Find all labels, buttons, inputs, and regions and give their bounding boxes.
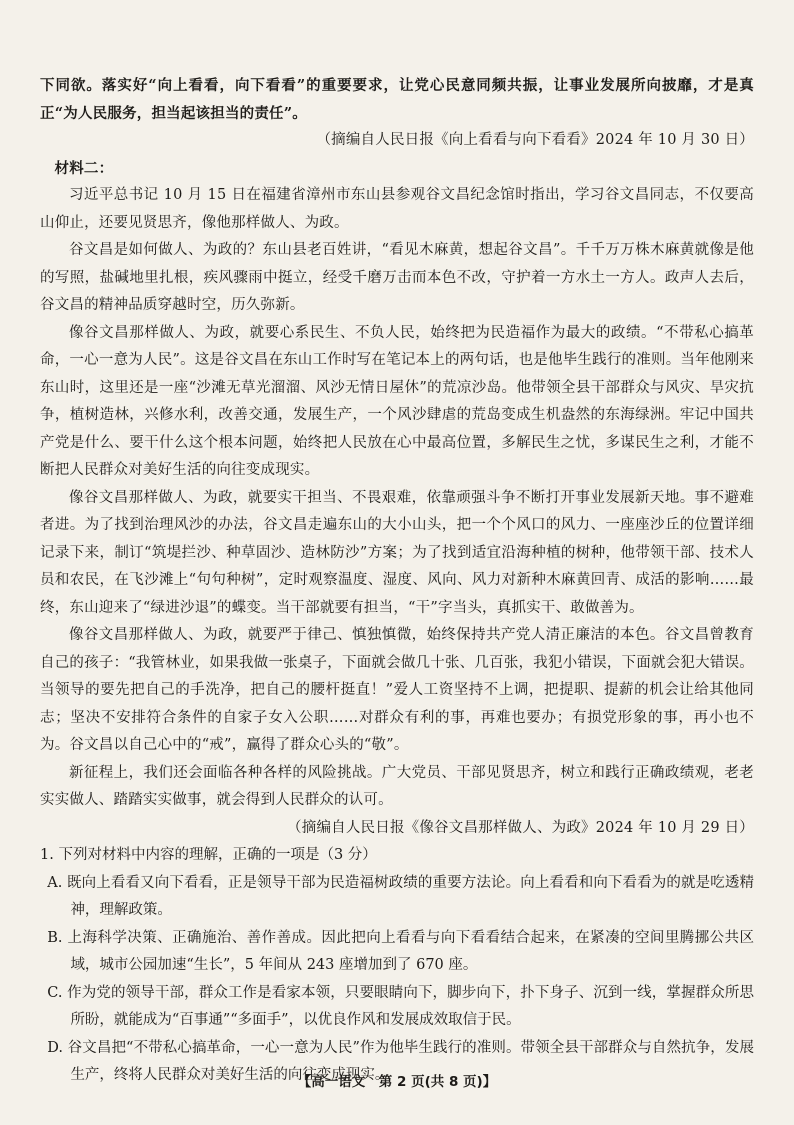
question-1-option-b: B. 上海科学决策、正确施治、善作善成。因此把向上看看与向下看看结合起来，在紧凑的空间里腾挪公共区域，城市公园加速“生长”，5 年间从 243 座增加到了 670 座。: [47, 929, 754, 973]
material2-paragraph: 像谷文昌那样做人、为政，就要心系民生、不负人民，始终把为民造福作为最大的政绩。“不带私心搞革命，一心一意为人民”。这是谷文昌在东山工作时写在笔记本上的两句话，也是他毕生践行的准则。当年他刚来东山时，这里还是一座“沙滩无草光溜溜、风沙无情日屋休”的荒凉沙岛。他带领全县干部群众与风灾、旱灾抗争，植树造林，兴修水利，改善交通，发展生产，一个风沙肆虐的荒岛变成生机盎然的东海绿洲。牢记中国共产党是什么、要干什么这个根本问题，始终把人民放在心中最高位置，多解民生之忧，多谋民生之利，才能不断把人民群众对美好生活的向往变成现实。: [40, 324, 754, 478]
question-1-option-a: A. 既向上看看又向下看看，正是领导干部为民造福树政绩的重要方法论。向上看看和向下看看为的就是吃透精神，理解政策。: [47, 874, 754, 918]
material2-paragraph: 谷文昌是如何做人、为政的？东山县老百姓讲，“看见木麻黄，想起谷文昌”。千千万万株木麻黄就像是他的写照，盐碱地里扎根，疾风骤雨中挺立，经受千磨万击而本色不改，守护着一方水土一方人。政声人去后，谷文昌的精神品质穿越时空，历久弥新。: [40, 242, 754, 313]
question-1-option-c: C. 作为党的领导干部，群众工作是看家本领，只要眼睛向下，脚步向下，扑下身子、沉到一线，掌握群众所思所盼，就能成为“百事通”“多面手”，以优良作风和发展成效取信于民。: [47, 984, 754, 1028]
material1-source: （摘编自人民日报《向上看看与向下看看》2024 年 10 月 30 日）: [316, 132, 754, 148]
material2-paragraph: 新征程上，我们还会面临各种各样的风险挑战。广大党员、干部见贤思齐，树立和践行正确政绩观，老老实实做人、踏踏实实做事，就会得到人民群众的认可。: [40, 764, 754, 808]
material2-paragraph: 习近平总书记 10 月 15 日在福建省漳州市东山县参观谷文昌纪念馆时指出，学习谷文昌同志，不仅要高山仰止，还要见贤思齐，像他那样做人、为政。: [40, 187, 754, 231]
material2-paragraph: 像谷文昌那样做人、为政，就要严于律己、慎独慎微，始终保持共产党人清正廉洁的本色。谷文昌曾教育自己的孩子：“我管林业，如果我做一张桌子，下面就会做几十张、几百张，我犯小错误，下面就会犯大错误。当领导的要先把自己的手洗净，把自己的腰杆挺直！”爱人工资坚持不上调，把提职、提薪的机会让给其他同志；坚决不安排符合条件的自家子女入公职……对群众有利的事，再难也要办；有损党形象的事，再小也不为。谷文昌以自己心中的“戒”，赢得了群众心头的“敬”。: [40, 627, 754, 753]
material2-title: 材料二：: [54, 159, 114, 177]
question-1-stem: 1. 下列对材料中内容的理解，正确的一项是（3 分）: [40, 847, 377, 863]
material1-tail-text: 下同欲。落实好“向上看看，向下看看”的重要要求，让党心民意同频共振，让事业发展所向披靡，才是真正“为人民服务，担当起该担当的责任”。: [40, 77, 754, 122]
material2-source: （摘编自人民日报《像谷文昌那样做人、为政》2024 年 10 月 29 日）: [287, 819, 754, 836]
question-1-option-d: D. 谷文昌把“不带私心搞革命，一心一意为人民”作为他毕生践行的准则。带领全县干部群众与自然抗争，发展生产，终将人民群众对美好生活的向往变成现实。: [47, 1039, 754, 1083]
material2-paragraph: 像谷文昌那样做人、为政，就要实干担当、不畏艰难，依靠顽强斗争不断打开事业发展新天地。事不避难者进。为了找到治理风沙的办法，谷文昌走遍东山的大小山头，把一个个风口的风力、一座座沙丘的位置详细记录下来，制订“筑堤拦沙、种草固沙、造林防沙”方案；为了找到适宜沿海种植的树种，他带领干部、技术人员和农民，在飞沙滩上“句句种树”，定时观察温度、湿度、风向、风力对新种木麻黄回青、成活的影响……最终，东山迎来了“绿进沙退”的蝶变。当干部就要有担当，“干”字当头，真抓实干、敢做善为。: [40, 489, 754, 616]
page-footer: 【高一语文 第 2 页(共 8 页)】: [297, 1074, 497, 1090]
